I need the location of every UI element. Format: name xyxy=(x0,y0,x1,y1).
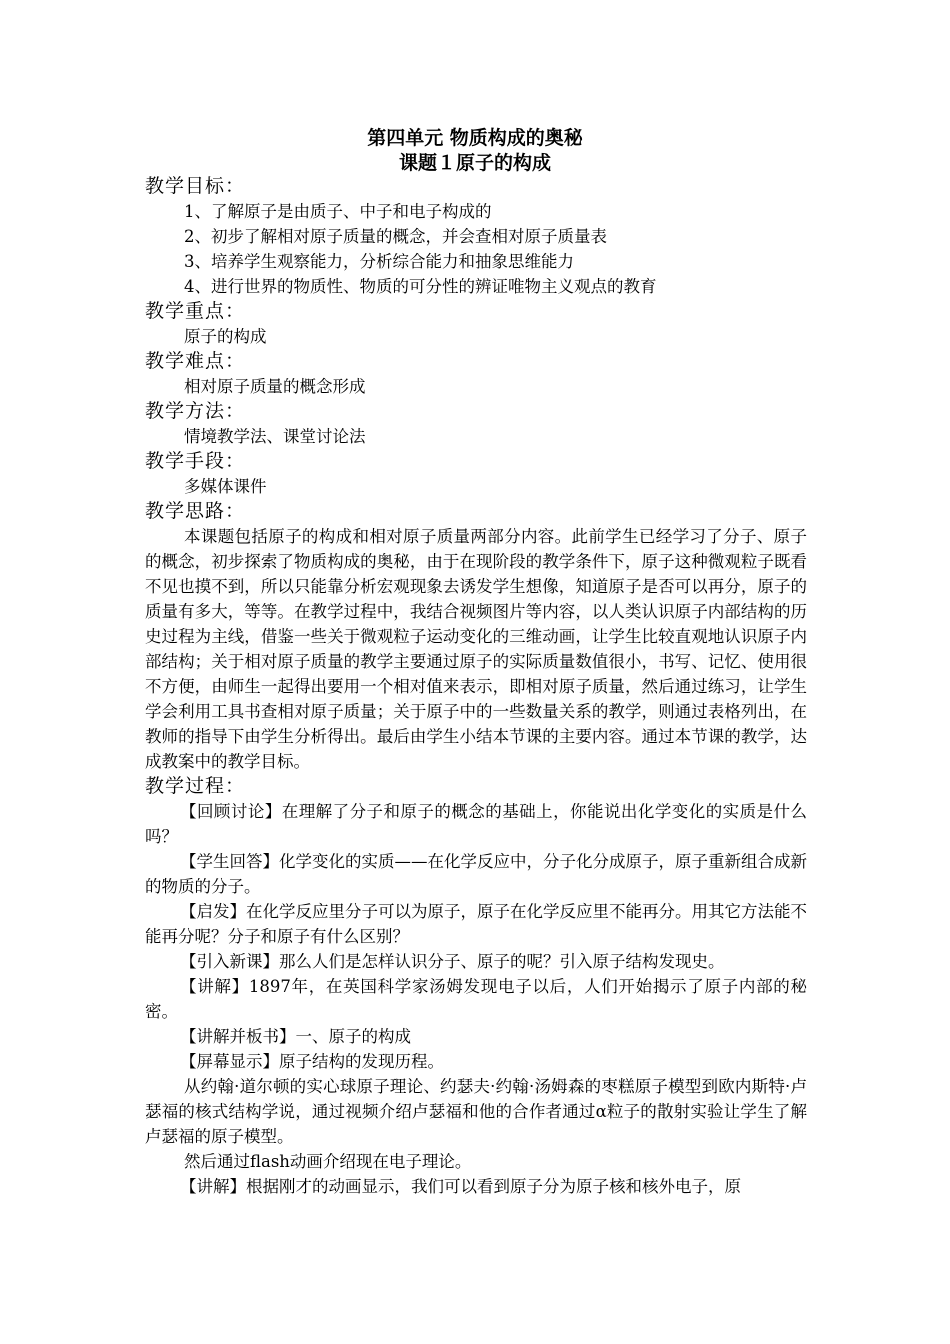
difficulty-heading: 教学难点： xyxy=(145,350,246,372)
key-points-heading: 教学重点： xyxy=(145,300,246,322)
approach-paragraph: 本课题包括原子的构成和相对原子质量两部分内容。此前学生已经学习了分子、原子的概念，初步探索了物质构成的奥秘，由于在现阶段的教学条件下，原子这种微观粒子既看不见也摸不到，所以只能靠分析宏观现象去诱发学生想像，知道原子是否可以再分，原子的质量有多大，等等。在教学过程中，我结合视频图片等内容，以人类认识原子内部结构的历史过程为主线，借鉴一些关于微观粒子运动变化的三维动画，让学生比较直观地认识原子内部结构；关于相对原子质量的教学主要通过原子的实际质量数值很小，书写、记忆、使用很不方便，由师生一起得出要用一个相对值来表示，即相对原子质量，然后通过练习，让学生学会利用工具书查相对原子质量；关于原子中的一些数量关系的教学，则通过表格列出，在教师的指导下由学生分析得出。最后由学生小结本节课的主要内容。通过本节课的教学，达成教案中的教学目标。 xyxy=(145,527,807,771)
objective-item: 1、了解原子是由质子、中子和电子构成的 xyxy=(184,202,492,221)
process-paragraph: 然后通过flash动画介绍现在电子理论。 xyxy=(184,1152,472,1171)
document-body xyxy=(145,174,807,1199)
process-paragraph: 【引入新课】那么人们是怎样认识分子、原子的呢？引入原子结构发现史。 xyxy=(180,952,725,971)
process-paragraph: 【讲解】根据刚才的动画显示，我们可以看到原子分为原子核和核外电子，原 xyxy=(180,1177,741,1196)
objective-item: 3、培养学生观察能力，分析综合能力和抽象思维能力 xyxy=(184,252,574,271)
means-heading: 教学手段： xyxy=(145,450,246,472)
difficulty-text: 相对原子质量的概念形成 xyxy=(184,377,366,396)
method-heading: 教学方法： xyxy=(145,400,246,422)
objectives-heading: 教学目标： xyxy=(145,175,246,197)
process-paragraph: 【屏幕显示】原子结构的发现历程。 xyxy=(180,1052,444,1071)
unit-title: 第四单元 物质构成的奥秘 xyxy=(367,127,583,149)
objective-item: 2、初步了解相对原子质量的概念，并会查相对原子质量表 xyxy=(184,227,607,246)
process-paragraph: 【学生回答】化学变化的实质——在化学反应中，分子化分成原子，原子重新组合成新的物质的分子。 xyxy=(145,852,807,896)
process-heading: 教学过程： xyxy=(145,775,246,797)
process-paragraph: 【启发】在化学反应里分子可以为原子，原子在化学反应里不能再分。用其它方法能不能再分呢？分子和原子有什么区别？ xyxy=(145,902,807,946)
objective-item: 4、进行世界的物质性、物质的可分性的辨证唯物主义观点的教育 xyxy=(184,277,657,296)
process-paragraph: 【回顾讨论】在理解了分子和原子的概念的基础上，你能说出化学变化的实质是什么吗？ xyxy=(145,802,807,846)
lesson-title: 课题１原子的构成 xyxy=(398,152,551,174)
process-paragraph: 从约翰·道尔顿的实心球原子理论、约瑟夫·约翰·汤姆森的枣糕原子模型到欧内斯特·卢瑟福的核式结构学说，通过视频介绍卢瑟福和他的合作者通过α粒子的散射实验让学生了解卢瑟福的原子模型。 xyxy=(145,1077,807,1146)
process-paragraph: 【讲解】1897年，在英国科学家汤姆发现电子以后，人们开始揭示了原子内部的秘密。 xyxy=(145,977,807,1021)
key-points-text: 原子的构成 xyxy=(184,327,267,346)
means-text: 多媒体课件 xyxy=(184,477,267,496)
method-text: 情境教学法、课堂讨论法 xyxy=(184,427,366,446)
process-paragraph: 【讲解并板书】一、原子的构成 xyxy=(180,1027,411,1046)
approach-heading: 教学思路： xyxy=(145,500,246,522)
